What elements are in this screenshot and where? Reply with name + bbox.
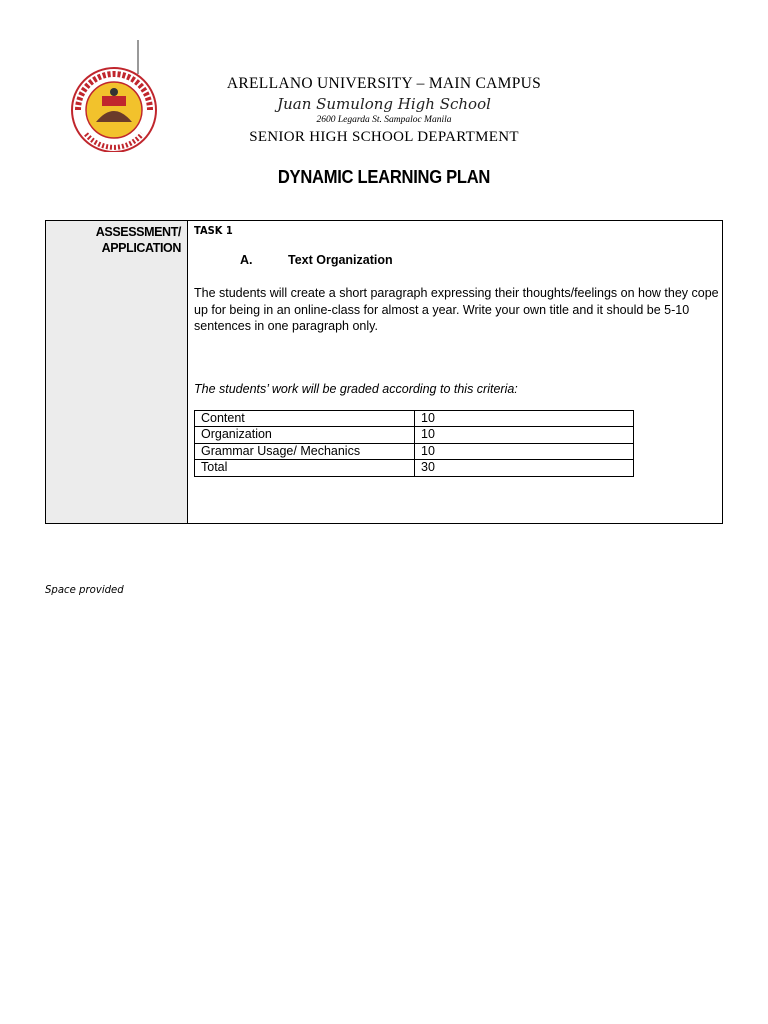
criteria-points: 30 bbox=[415, 460, 634, 477]
section-letter: A. bbox=[240, 253, 253, 267]
task-label: TASK 1 bbox=[194, 224, 233, 237]
learning-plan-table bbox=[45, 220, 723, 524]
criteria-name: Total bbox=[195, 460, 415, 477]
criteria-table bbox=[194, 410, 634, 477]
left-label-cell bbox=[46, 221, 188, 523]
section-heading bbox=[240, 253, 722, 267]
criteria-points: 10 bbox=[415, 410, 634, 427]
section-title: Text Organization bbox=[288, 253, 393, 267]
table-row bbox=[195, 460, 634, 477]
criteria-points: 10 bbox=[415, 427, 634, 444]
table-row bbox=[195, 443, 634, 460]
space-provided-label: Space provided bbox=[45, 583, 124, 596]
department-name: SENIOR HIGH SCHOOL DEPARTMENT bbox=[249, 129, 519, 145]
school-name: Juan Sumulong High School bbox=[277, 95, 491, 113]
task-instructions: The students will create a short paragraph expressing their thoughts/feelings on how they cope up for being in an online-class for almost a year. Write your own title and it should be 5-10 sentences in one paragraph only. bbox=[194, 286, 719, 333]
school-address: 2600 Legarda St. Sampaloc Manila bbox=[316, 115, 452, 125]
criteria-name: Organization bbox=[195, 427, 415, 444]
table-row bbox=[195, 427, 634, 444]
criteria-name: Grammar Usage/ Mechanics bbox=[195, 443, 415, 460]
page-title: DYNAMIC LEARNING PLAN bbox=[277, 167, 491, 187]
left-label-line1: ASSESSMENT/ bbox=[95, 225, 181, 239]
criteria-intro: The students’ work will be graded according to this criteria: bbox=[194, 381, 518, 396]
university-name: ARELLANO UNIVERSITY – MAIN CAMPUS bbox=[226, 75, 542, 92]
task-content-cell bbox=[188, 221, 722, 523]
criteria-name: Content bbox=[195, 410, 415, 427]
criteria-points: 10 bbox=[415, 443, 634, 460]
left-label-line2: APPLICATION bbox=[101, 241, 181, 255]
table-row bbox=[195, 410, 634, 427]
